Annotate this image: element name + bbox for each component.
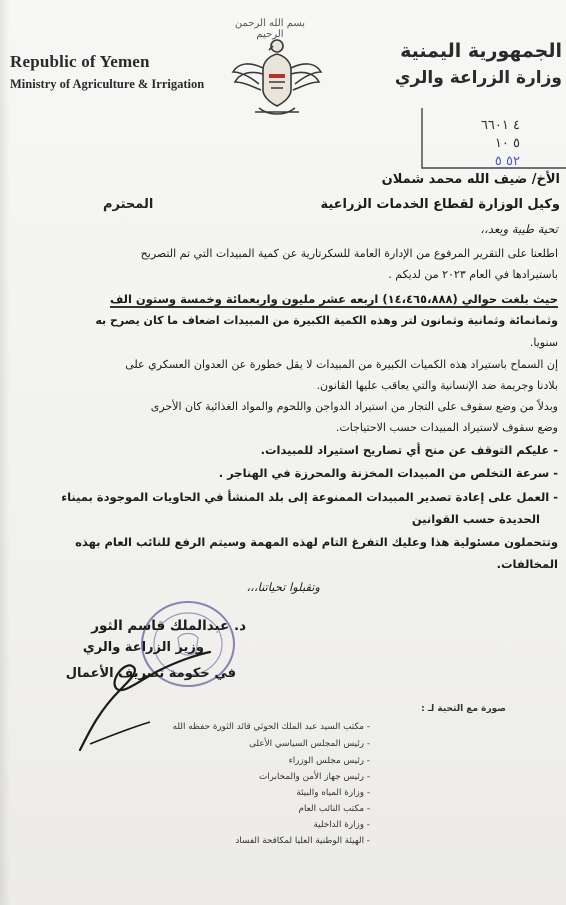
arabic-header bbox=[395, 40, 562, 88]
body-line: سنويا. bbox=[529, 336, 558, 349]
reference-box bbox=[416, 104, 566, 172]
cc-item: - وزارة الداخلية bbox=[313, 820, 370, 830]
signatory-govt: في حكومة تصريف الأعمال bbox=[65, 666, 236, 681]
handwritten-signature-icon bbox=[70, 640, 220, 760]
addressee-name: الأخ/ ضيف الله محمد شملان bbox=[381, 172, 560, 187]
reference-frame bbox=[416, 104, 566, 172]
closing: وتقبلوا تحياتنا،،، bbox=[246, 580, 320, 594]
cc-item: - مكتب النائب العام bbox=[298, 804, 370, 814]
body-line: باستيرادها في العام ٢٠٢٣ من لديكم . bbox=[388, 268, 558, 281]
cc-item: - مكتب السيد عبد الملك الحوثي قائد الثورة حفظه الله bbox=[172, 722, 370, 732]
ref-number: ٤ ٦٦٠١ bbox=[480, 118, 520, 133]
body-line: بلادنا وجريمة ضد الإنسانية والتي يعاقب عليها القانون. bbox=[316, 379, 558, 392]
cc-heading: صورة مع التحية لـ : bbox=[421, 704, 506, 714]
signatory-name: د. عبدالملك قاسم الثور bbox=[91, 618, 246, 634]
body-line: المخالفات. bbox=[496, 557, 558, 571]
ref-code: ٥٢ ٥ bbox=[494, 154, 520, 169]
directive-item: - العمل على إعادة تصدير المبيدات الممنوعة إلى بلد المنشأ في الحاويات الموجودة بميناء bbox=[61, 490, 558, 504]
cc-item: - رئيس المجلس السياسي الأعلى bbox=[249, 739, 370, 749]
bismillah: بسم الله الرحمن الرحيم bbox=[234, 18, 306, 40]
body-line: وبدلاً من وضع سقوف على التجار من استيراد الدواجن واللحوم والمواد الغذائية كان الأحرى bbox=[150, 400, 558, 413]
directive-item-cont: الحديدة حسب القوانين bbox=[411, 512, 540, 526]
directive-item: - سرعة التخلص من المبيدات المخزنة والمحرزة في الهناجر . bbox=[218, 466, 558, 480]
highlighted-quantity: حيث بلغت حوالي (١٤،٤٦٥،٨٨٨) اربعه عشر مليون واربعمائة وخمسة وستون الف bbox=[109, 292, 558, 306]
cc-item: - رئيس جهاز الأمن والمخابرات bbox=[258, 772, 370, 782]
english-header bbox=[10, 52, 204, 92]
body-line: اطلعنا على التقرير المرفوع من الإدارة العامة للسكرتارية عن كمية المبيدات التي تم التصريح bbox=[140, 247, 558, 260]
en-ministry: Ministry of Agriculture & Irrigation bbox=[10, 77, 205, 91]
ar-country: الجمهورية اليمنية bbox=[400, 40, 562, 62]
body-line: إن السماح باستيراد هذه الكميات الكبيرة من المبيدات لا يقل خطورة عن العدوان العسكري على bbox=[125, 358, 558, 371]
cc-item: - رئيس مجلس الوزراء bbox=[288, 756, 370, 766]
greeting: تحية طيبة وبعد،، bbox=[480, 222, 558, 236]
honorific: المحترم bbox=[103, 197, 154, 212]
cc-item: - الهيئة الوطنية العليا لمكافحة الفساد bbox=[235, 836, 370, 846]
signatory-title: وزير الزراعة والري bbox=[82, 640, 204, 655]
directive-item: - عليكم التوقف عن منح أي تصاريح استيراد للمبيدات. bbox=[260, 443, 558, 457]
body-line: وضع سقوف لاستيراد المبيدات حسب الاحتياجات. bbox=[335, 421, 558, 434]
body-line: وتتحملون مسئولية هذا وعليك التفرغ التام لهذه المهمة وسيتم الرفع للنائب العام بهذه bbox=[75, 535, 558, 549]
body-line bbox=[110, 292, 558, 306]
addressee-title: وكيل الوزارة لقطاع الخدمات الزراعية bbox=[320, 197, 560, 212]
page-edge-shadow bbox=[0, 0, 10, 905]
yemen-eagle-emblem-icon bbox=[229, 32, 325, 122]
cc-item: - وزارة المياه والبيئة bbox=[296, 788, 370, 798]
ar-ministry: وزارة الزراعة والري bbox=[394, 68, 562, 88]
en-country: Republic of Yemen bbox=[10, 52, 150, 71]
ref-date: ٥ ١٠ bbox=[494, 136, 520, 151]
body-line: وثمانمائة وثمانية وثمانون لتر وهذه الكمية الكبيرة من المبيدات اضعاف ما كان يصرح به bbox=[95, 314, 558, 327]
